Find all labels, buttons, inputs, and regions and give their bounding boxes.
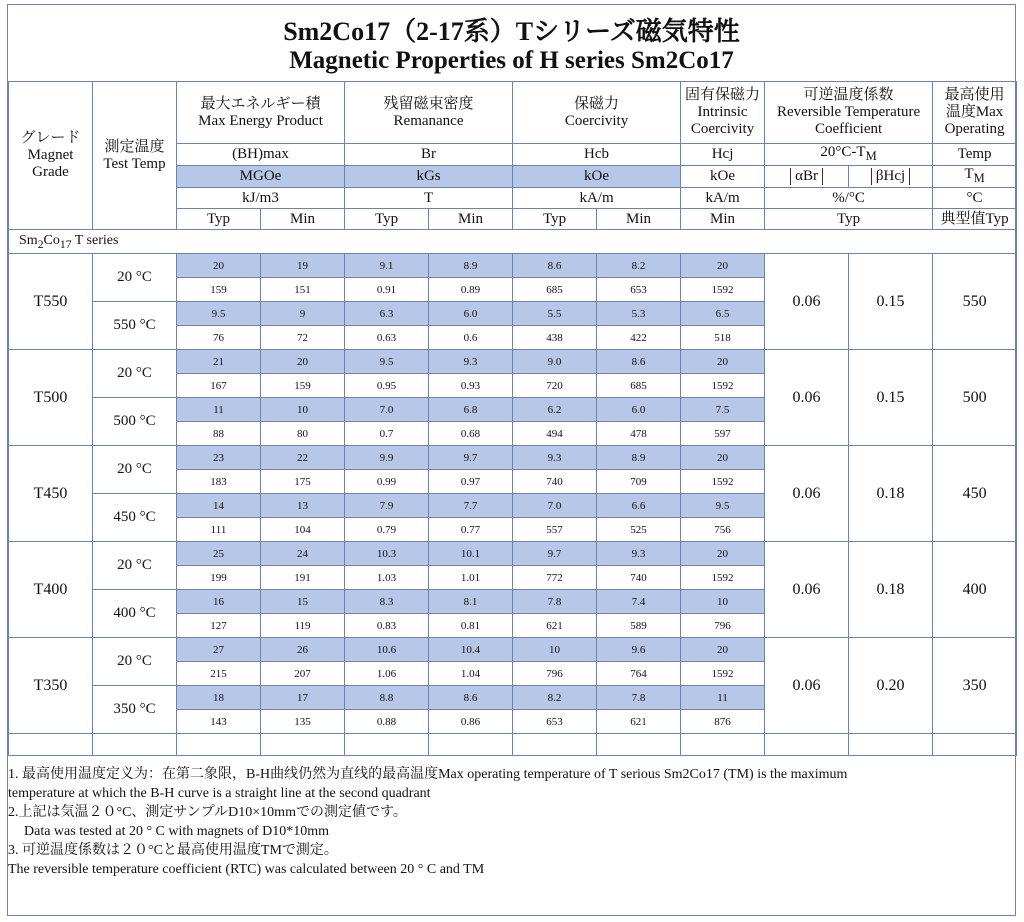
beta-cell: 0.18 — [849, 446, 933, 542]
value-cell: 127 — [177, 614, 261, 638]
value-cell: 764 — [597, 662, 681, 686]
value-cell: 20 — [177, 254, 261, 278]
intrinsic-unit2: kA/m — [681, 188, 765, 209]
beta-cell: 0.15 — [849, 254, 933, 350]
grade-header-ja: グレード — [20, 130, 81, 146]
value-cell: 597 — [681, 422, 765, 446]
value-cell: 9.6 — [597, 638, 681, 662]
value-cell: 6.2 — [513, 398, 597, 422]
value-cell: 119 — [261, 614, 345, 638]
reversible-header-en1: Reversible Temperature — [776, 104, 921, 120]
value-cell: 8.2 — [513, 686, 597, 710]
reversible-symbol-text: 20°C-T — [820, 144, 866, 160]
max-energy-header-ja: 最大エネルギー積 — [200, 95, 321, 112]
series-label-sub1: 2 — [37, 237, 44, 251]
value-cell: 653 — [597, 278, 681, 302]
value-cell: 0.95 — [345, 374, 429, 398]
empty-cell — [9, 734, 93, 756]
max-op-symbol — [933, 166, 1017, 188]
value-cell: 20 — [681, 542, 765, 566]
grade-cell: T500 — [9, 350, 93, 446]
value-cell: 0.63 — [345, 326, 429, 350]
alpha-cell: 0.06 — [765, 446, 849, 542]
grade-cell: T550 — [9, 254, 93, 350]
beta-hcj-label — [849, 166, 933, 188]
value-cell: 6.3 — [345, 302, 429, 326]
note-3b: The reversible temperature coefficient (RTC) was calculated between 20 ° C and TM — [8, 862, 485, 877]
intrinsic-header — [681, 82, 765, 144]
value-cell: 1.06 — [345, 662, 429, 686]
value-cell: 1.04 — [429, 662, 513, 686]
value-cell: 88 — [177, 422, 261, 446]
value-cell: 9.0 — [513, 350, 597, 374]
test-temp-cell: 450 °C — [93, 494, 177, 542]
value-cell: 11 — [681, 686, 765, 710]
value-cell: 0.86 — [429, 710, 513, 734]
intrinsic-header-en1: Intrinsic — [697, 104, 748, 120]
value-cell: 9.3 — [513, 446, 597, 470]
value-cell: 1592 — [681, 278, 765, 302]
value-cell: 8.6 — [429, 686, 513, 710]
value-cell: 183 — [177, 470, 261, 494]
value-cell: 10.3 — [345, 542, 429, 566]
max-op-header — [933, 82, 1017, 144]
test-temp-cell: 20 °C — [93, 446, 177, 494]
value-cell: 111 — [177, 518, 261, 542]
value-cell: 9.5 — [681, 494, 765, 518]
note-1a: 1. 最高使用温度定义为：在第二象限，B-H曲线仍然为直线的最高温度Max operating temperature of T serious Sm2Co17 (TM) is the maximum — [8, 767, 848, 782]
test-temp-cell: 20 °C — [93, 350, 177, 398]
grade-header-en1: Magnet — [27, 147, 74, 163]
value-cell: 772 — [513, 566, 597, 590]
beta-cell: 0.15 — [849, 350, 933, 446]
value-cell: 0.88 — [345, 710, 429, 734]
series-label-pre: Sm — [19, 232, 38, 248]
max-energy-typ: Typ — [177, 209, 261, 230]
empty-cell — [429, 734, 513, 756]
value-cell: 7.5 — [681, 398, 765, 422]
test-temp-cell: 500 °C — [93, 398, 177, 446]
value-cell: 518 — [681, 326, 765, 350]
beta-hcj-text: βHcj — [871, 168, 910, 185]
value-cell: 6.0 — [429, 302, 513, 326]
value-cell: 621 — [513, 614, 597, 638]
value-cell: 796 — [681, 614, 765, 638]
value-cell: 20 — [681, 350, 765, 374]
value-cell: 8.8 — [345, 686, 429, 710]
value-cell: 0.91 — [345, 278, 429, 302]
value-cell: 9.9 — [345, 446, 429, 470]
beta-cell: 0.20 — [849, 638, 933, 734]
value-cell: 8.9 — [429, 254, 513, 278]
value-cell: 26 — [261, 638, 345, 662]
value-cell: 9.7 — [513, 542, 597, 566]
value-cell: 143 — [177, 710, 261, 734]
value-cell: 10 — [681, 590, 765, 614]
value-cell: 685 — [513, 278, 597, 302]
alpha-cell: 0.06 — [765, 542, 849, 638]
grade-cell: T450 — [9, 446, 93, 542]
value-cell: 756 — [681, 518, 765, 542]
value-cell: 621 — [597, 710, 681, 734]
empty-cell — [177, 734, 261, 756]
title-english: Magnetic Properties of H series Sm2Co17 — [289, 47, 734, 74]
reversible-symbol-sub: M — [865, 149, 877, 163]
coercivity-header — [513, 82, 681, 144]
value-cell: 478 — [597, 422, 681, 446]
value-cell: 207 — [261, 662, 345, 686]
value-cell: 16 — [177, 590, 261, 614]
value-cell: 0.97 — [429, 470, 513, 494]
note-2b: Data was tested at 20 ° C with magnets of D10*10mm — [24, 824, 329, 839]
value-cell: 80 — [261, 422, 345, 446]
value-cell: 10.1 — [429, 542, 513, 566]
value-cell: 14 — [177, 494, 261, 518]
test-temp-cell: 400 °C — [93, 590, 177, 638]
reversible-unit: %/°C — [765, 188, 933, 209]
empty-cell — [597, 734, 681, 756]
value-cell: 1.03 — [345, 566, 429, 590]
max-op-header-ja1: 最高使用 — [944, 87, 1005, 103]
value-cell: 6.6 — [597, 494, 681, 518]
value-cell: 10 — [261, 398, 345, 422]
value-cell: 7.8 — [513, 590, 597, 614]
value-cell: 494 — [513, 422, 597, 446]
value-cell: 76 — [177, 326, 261, 350]
note-1b: temperature at which the B-H curve is a straight line at the second quadrant — [8, 786, 431, 801]
data-body — [9, 254, 1017, 756]
properties-sheet — [7, 4, 1016, 916]
value-cell: 21 — [177, 350, 261, 374]
max-energy-header — [177, 82, 345, 144]
value-cell: 27 — [177, 638, 261, 662]
value-cell: 8.2 — [597, 254, 681, 278]
value-cell: 0.68 — [429, 422, 513, 446]
tm-cell: 450 — [933, 446, 1017, 542]
value-cell: 17 — [261, 686, 345, 710]
grade-cell: T400 — [9, 542, 93, 638]
tm-cell: 500 — [933, 350, 1017, 446]
coercivity-unit1: kOe — [513, 166, 681, 188]
remanance-header — [345, 82, 513, 144]
remanance-symbol: Br — [345, 144, 513, 166]
intrinsic-unit1: kOe — [681, 166, 765, 188]
value-cell: 740 — [513, 470, 597, 494]
value-cell: 167 — [177, 374, 261, 398]
series-label-sub2: 17 — [59, 237, 72, 251]
empty-cell — [933, 734, 1017, 756]
empty-cell — [513, 734, 597, 756]
value-cell: 24 — [261, 542, 345, 566]
table-row — [9, 542, 1017, 566]
value-cell: 525 — [597, 518, 681, 542]
remanance-header-en: Remanance — [393, 112, 464, 129]
value-cell: 11 — [177, 398, 261, 422]
empty-cell — [261, 734, 345, 756]
value-cell: 9.5 — [345, 350, 429, 374]
series-label — [9, 230, 933, 254]
empty-cell — [681, 734, 765, 756]
value-cell: 19 — [261, 254, 345, 278]
alpha-cell: 0.06 — [765, 350, 849, 446]
value-cell: 0.93 — [429, 374, 513, 398]
tm-cell: 400 — [933, 542, 1017, 638]
value-cell: 25 — [177, 542, 261, 566]
value-cell: 0.89 — [429, 278, 513, 302]
value-cell: 9.7 — [429, 446, 513, 470]
reversible-header-en2: Coefficient — [814, 121, 883, 137]
remanance-unit2: T — [345, 188, 513, 209]
max-op-header-en1: Operating — [944, 121, 1005, 137]
series-label-post: T series — [71, 232, 119, 248]
value-cell: 23 — [177, 446, 261, 470]
empty-cell — [849, 734, 933, 756]
value-cell: 199 — [177, 566, 261, 590]
test-temp-cell: 20 °C — [93, 542, 177, 590]
value-cell: 151 — [261, 278, 345, 302]
max-energy-min: Min — [261, 209, 345, 230]
value-cell: 0.79 — [345, 518, 429, 542]
value-cell: 709 — [597, 470, 681, 494]
value-cell: 22 — [261, 446, 345, 470]
grade-cell: T350 — [9, 638, 93, 734]
test-temp-header-ja: 測定温度 — [104, 138, 165, 155]
test-temp-cell: 550 °C — [93, 302, 177, 350]
grade-header — [9, 82, 93, 230]
value-cell: 9.5 — [177, 302, 261, 326]
value-cell: 796 — [513, 662, 597, 686]
value-cell: 1592 — [681, 662, 765, 686]
tm-cell: 350 — [933, 638, 1017, 734]
value-cell: 1.01 — [429, 566, 513, 590]
value-cell: 740 — [597, 566, 681, 590]
value-cell: 720 — [513, 374, 597, 398]
value-cell: 0.81 — [429, 614, 513, 638]
title-japanese: Sm2Co17（2-17系）Tシリーズ磁気特性 — [283, 17, 740, 46]
value-cell: 13 — [261, 494, 345, 518]
value-cell: 557 — [513, 518, 597, 542]
properties-table — [8, 81, 1017, 756]
table-row — [9, 638, 1017, 662]
value-cell: 9.3 — [597, 542, 681, 566]
value-cell: 20 — [681, 638, 765, 662]
value-cell: 9.3 — [429, 350, 513, 374]
value-cell: 1592 — [681, 374, 765, 398]
remanance-header-ja: 残留磁束密度 — [383, 95, 474, 112]
max-op-symbol-sub: M — [973, 171, 985, 185]
value-cell: 7.9 — [345, 494, 429, 518]
empty-cell — [345, 734, 429, 756]
value-cell: 685 — [597, 374, 681, 398]
value-cell: 7.7 — [429, 494, 513, 518]
alpha-cell: 0.06 — [765, 254, 849, 350]
value-cell: 0.99 — [345, 470, 429, 494]
reversible-symbol — [765, 144, 933, 166]
note-2a: 2.上記は気温２０°C、測定サンプルD10×10mmでの測定値です。 — [8, 805, 407, 820]
value-cell: 653 — [513, 710, 597, 734]
value-cell: 9.1 — [345, 254, 429, 278]
table-row — [9, 254, 1017, 278]
value-cell: 191 — [261, 566, 345, 590]
test-temp-header-en: Test Temp — [103, 155, 166, 172]
value-cell: 6.5 — [681, 302, 765, 326]
value-cell: 6.0 — [597, 398, 681, 422]
max-op-symbol-text: T — [964, 166, 974, 182]
value-cell: 20 — [681, 254, 765, 278]
value-cell: 8.6 — [597, 350, 681, 374]
intrinsic-header-en2: Coercivity — [690, 121, 755, 137]
reversible-header-ja: 可逆温度係数 — [803, 87, 894, 103]
alpha-br-text: αBr — [790, 168, 823, 185]
value-cell: 7.4 — [597, 590, 681, 614]
series-label-mid: Co — [43, 232, 60, 248]
value-cell: 10 — [513, 638, 597, 662]
max-op-typ: 典型值Typ — [933, 209, 1017, 230]
value-cell: 18 — [177, 686, 261, 710]
series-label-spacer — [933, 230, 1017, 254]
max-energy-header-en: Max Energy Product — [198, 112, 323, 129]
value-cell: 20 — [681, 446, 765, 470]
test-temp-cell: 350 °C — [93, 686, 177, 734]
coercivity-unit2: kA/m — [513, 188, 681, 209]
notes — [8, 765, 1016, 879]
coercivity-min: Min — [597, 209, 681, 230]
value-cell: 8.6 — [513, 254, 597, 278]
tm-cell: 550 — [933, 254, 1017, 350]
value-cell: 6.8 — [429, 398, 513, 422]
test-temp-cell: 20 °C — [93, 254, 177, 302]
remanance-typ: Typ — [345, 209, 429, 230]
coercivity-header-en: Coercivity — [564, 112, 629, 129]
value-cell: 422 — [597, 326, 681, 350]
empty-cell — [765, 734, 849, 756]
coercivity-typ: Typ — [513, 209, 597, 230]
value-cell: 5.3 — [597, 302, 681, 326]
value-cell: 1592 — [681, 470, 765, 494]
max-energy-symbol: (BH)max — [177, 144, 345, 166]
empty-cell — [93, 734, 177, 756]
value-cell: 5.5 — [513, 302, 597, 326]
table-row — [9, 446, 1017, 470]
coercivity-header-ja: 保磁力 — [574, 95, 620, 112]
empty-row — [9, 734, 1017, 756]
value-cell: 438 — [513, 326, 597, 350]
value-cell: 215 — [177, 662, 261, 686]
value-cell: 8.9 — [597, 446, 681, 470]
value-cell: 8.1 — [429, 590, 513, 614]
beta-cell: 0.18 — [849, 542, 933, 638]
value-cell: 8.3 — [345, 590, 429, 614]
value-cell: 876 — [681, 710, 765, 734]
table-row — [9, 350, 1017, 374]
note-3a: 3. 可逆温度係数は２０°Cと最高使用温度TMで測定。 — [8, 843, 338, 858]
value-cell: 72 — [261, 326, 345, 350]
value-cell: 135 — [261, 710, 345, 734]
max-op-en2: Temp — [933, 144, 1017, 166]
test-temp-header — [93, 82, 177, 230]
value-cell: 7.0 — [513, 494, 597, 518]
value-cell: 0.7 — [345, 422, 429, 446]
value-cell: 20 — [261, 350, 345, 374]
value-cell: 15 — [261, 590, 345, 614]
max-energy-unit2: kJ/m3 — [177, 188, 345, 209]
value-cell: 9 — [261, 302, 345, 326]
intrinsic-min: Min — [681, 209, 765, 230]
value-cell: 589 — [597, 614, 681, 638]
reversible-typ: Typ — [765, 209, 933, 230]
remanance-unit1: kGs — [345, 166, 513, 188]
value-cell: 7.8 — [597, 686, 681, 710]
coercivity-symbol: Hcb — [513, 144, 681, 166]
intrinsic-header-ja: 固有保磁力 — [685, 87, 761, 103]
value-cell: 159 — [261, 374, 345, 398]
value-cell: 10.6 — [345, 638, 429, 662]
value-cell: 0.83 — [345, 614, 429, 638]
max-energy-unit1: MGOe — [177, 166, 345, 188]
value-cell: 175 — [261, 470, 345, 494]
reversible-header — [765, 82, 933, 144]
value-cell: 7.0 — [345, 398, 429, 422]
value-cell: 0.77 — [429, 518, 513, 542]
max-op-unit: °C — [933, 188, 1017, 209]
grade-header-en2: Grade — [32, 164, 69, 180]
value-cell: 0.6 — [429, 326, 513, 350]
alpha-br-label — [765, 166, 849, 188]
intrinsic-symbol: Hcj — [681, 144, 765, 166]
value-cell: 10.4 — [429, 638, 513, 662]
test-temp-cell: 20 °C — [93, 638, 177, 686]
max-op-header-ja2: 温度Max — [945, 104, 1004, 120]
remanance-min: Min — [429, 209, 513, 230]
value-cell: 104 — [261, 518, 345, 542]
value-cell: 159 — [177, 278, 261, 302]
alpha-cell: 0.06 — [765, 638, 849, 734]
value-cell: 1592 — [681, 566, 765, 590]
